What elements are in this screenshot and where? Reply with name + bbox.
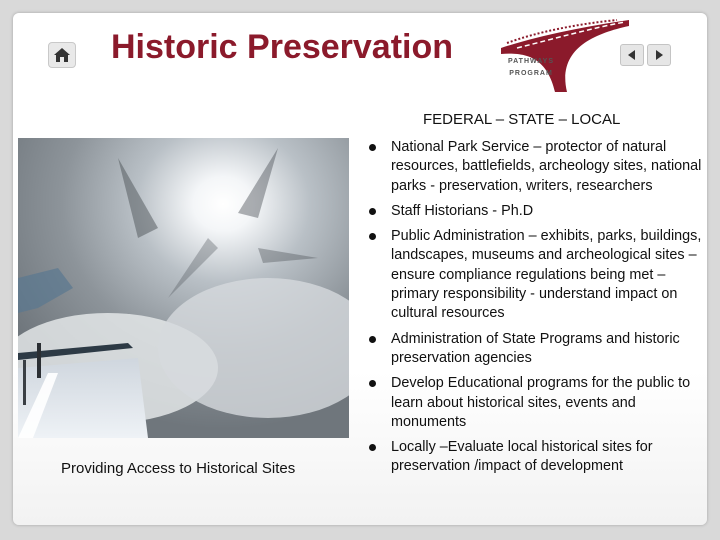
slide-subtitle: FEDERAL – STATE – LOCAL [423, 111, 621, 128]
road-logo-icon [497, 18, 631, 94]
bullet-icon [369, 233, 376, 240]
list-item-text: Public Administration – exhibits, parks, buildings, landscapes, museums and archeological sites – ensure compliance regulations being met – primary responsibility - understand impact on cultural resources [391, 228, 702, 322]
home-button[interactable] [48, 42, 76, 68]
home-icon [53, 47, 71, 63]
pathways-program-logo [497, 18, 631, 94]
list-item [368, 202, 702, 221]
previous-slide-button[interactable] [620, 44, 644, 66]
bullet-icon [369, 144, 376, 151]
list-item-text: Develop Educational programs for the public to learn about historical sites, events and monuments [391, 375, 691, 430]
list-item [368, 138, 702, 196]
list-item-text: Locally –Evaluate local historical sites for preservation /impact of development [391, 439, 653, 475]
list-item [368, 227, 702, 323]
bullet-list [368, 138, 702, 483]
list-item-text: Staff Historians - Ph.D [391, 202, 534, 219]
list-item [368, 374, 702, 432]
list-item [368, 438, 702, 477]
page-title: Historic Preservation [111, 28, 454, 66]
bullet-icon [369, 380, 376, 387]
triangle-left-icon [626, 49, 638, 61]
list-item-text: Administration of State Programs and historic preservation agencies [391, 330, 680, 366]
logo-text-line1: PATHWAYS [508, 58, 554, 65]
logo-text-line2: PROGRAM [509, 70, 553, 77]
bullet-icon [369, 444, 376, 451]
next-slide-button[interactable] [647, 44, 671, 66]
bullet-icon [369, 208, 376, 215]
list-item [368, 330, 702, 369]
photo-caption: Providing Access to Historical Sites [61, 460, 296, 477]
bullet-icon [369, 336, 376, 343]
list-item-text: National Park Service – protector of natural resources, battlefields, archeology sites, national parks - preservation, writers, researchers [391, 139, 702, 194]
geyser-steam-photo [18, 138, 349, 438]
triangle-right-icon [653, 49, 665, 61]
